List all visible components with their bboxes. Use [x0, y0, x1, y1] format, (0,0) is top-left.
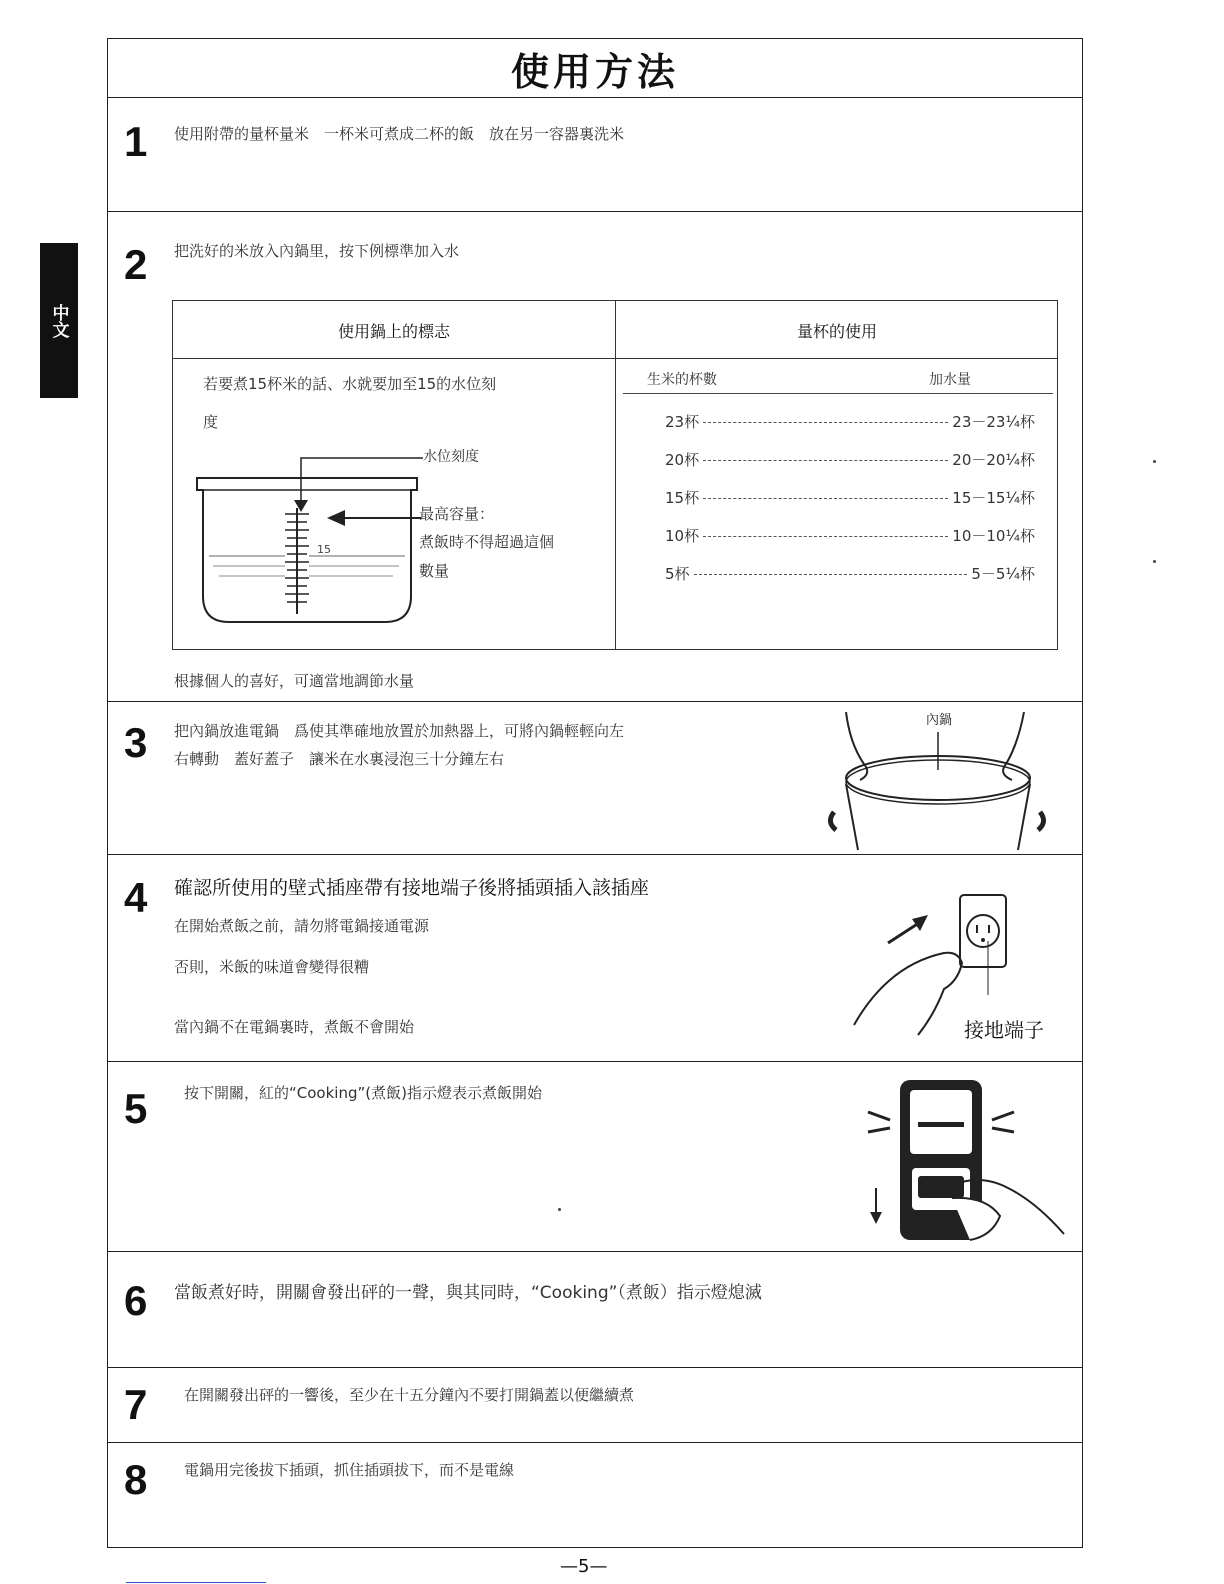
step-number: 4: [124, 874, 148, 921]
table-row: 5杯 5－5¼杯: [665, 565, 1035, 583]
water-level-table: [172, 300, 1058, 650]
max-capacity-note-cont: 數量: [419, 562, 450, 580]
step-5: [108, 1062, 1082, 1252]
step-text: 當飯煮好時，開關會發出砰的一聲，與其同時，“Cooking”（煮飯）指示燈熄滅: [174, 1283, 762, 1303]
instruction-frame: [107, 38, 1083, 1548]
step-8: [108, 1443, 1082, 1547]
language-tab-label: 中文: [48, 303, 69, 338]
step-4: [108, 855, 1082, 1062]
step-text: 按下開關，紅的“Cooking”(煮飯)指示燈表示煮飯開始: [184, 1084, 542, 1102]
grounded-outlet-illustration: [848, 885, 1078, 1060]
step-text: 把內鍋放進電鍋 爲使其準確地放置於加熱器上，可將內鍋輕輕向左: [174, 722, 625, 740]
step-text-cont: 在開始煮飯之前，請勿將電鍋接通電源: [174, 917, 430, 935]
col-water: 加水量: [929, 372, 971, 388]
max-capacity-note: 煮飯時不得超過這個: [419, 533, 555, 551]
col-rice: 生米的杯數: [647, 372, 717, 388]
left-note: 若要煮15杯米的話、水就要加至15的水位刻: [203, 375, 497, 393]
page-number: —5—: [560, 1556, 608, 1577]
right-header: 量杯的使用: [796, 322, 877, 341]
step-text: 把洗好的米放入內鍋里，按下例標準加入水: [174, 242, 460, 260]
ground-terminal-label: 接地端子: [964, 1018, 1044, 1042]
adjust-note: 根據個人的喜好，可適當地調節水量: [174, 672, 415, 690]
step-text-cont: 當內鍋不在電鍋裏時，煮飯不會開始: [174, 1018, 415, 1036]
step-1: [108, 97, 1082, 212]
step-text-cont: 否則，米飯的味道會變得很糟: [174, 958, 370, 976]
step-number: 8: [124, 1456, 148, 1503]
max-capacity-label: 最高容量：: [419, 505, 495, 523]
cooking-switch-illustration: [860, 1076, 1070, 1248]
step-number: 2: [124, 241, 148, 288]
table-row: 23杯 23－23¼杯: [665, 413, 1035, 431]
step-text: 在開關發出砰的一響後，至少在十五分鐘內不要打開鍋蓋以便繼續煮: [184, 1386, 635, 1404]
table-row: 10杯 10－10¼杯: [665, 527, 1035, 545]
pot-placement-illustration: [820, 704, 1050, 852]
step-number: 6: [124, 1277, 148, 1324]
step-text-cont: 右轉動 蓋好蓋子 讓米在水裏浸泡三十分鐘左右: [174, 750, 505, 768]
title-bar: [108, 39, 1082, 98]
step-2: [108, 212, 1082, 702]
step-number: 1: [124, 118, 148, 165]
left-header: 使用鍋上的標志: [337, 322, 450, 341]
language-tab: [40, 243, 78, 398]
inner-pot-label: 內鍋: [926, 713, 953, 728]
step-number: 5: [124, 1085, 148, 1132]
step-text: 確認所使用的壁式插座帶有接地端子後將插頭插入該插座: [174, 877, 650, 899]
scale-label: 15: [317, 543, 331, 556]
page-title: 使用方法: [510, 49, 679, 94]
step-text: 使用附帶的量杯量米 一杯米可煮成二杯的飯 放在另一容器裏洗米: [174, 125, 625, 143]
step-number: 3: [124, 719, 148, 766]
step-text: 電鍋用完後拔下插頭，抓住插頭拔下，而不是電線: [184, 1461, 515, 1479]
water-level-label: 水位刻度: [423, 449, 479, 465]
step-3: [108, 702, 1082, 855]
step-6: [108, 1252, 1082, 1368]
left-note-cont: 度: [203, 413, 219, 431]
table-row: 20杯 20－20¼杯: [665, 451, 1035, 469]
step-number: 7: [124, 1381, 148, 1428]
table-row: 15杯 15－15¼杯: [665, 489, 1035, 507]
step-7: [108, 1368, 1082, 1443]
